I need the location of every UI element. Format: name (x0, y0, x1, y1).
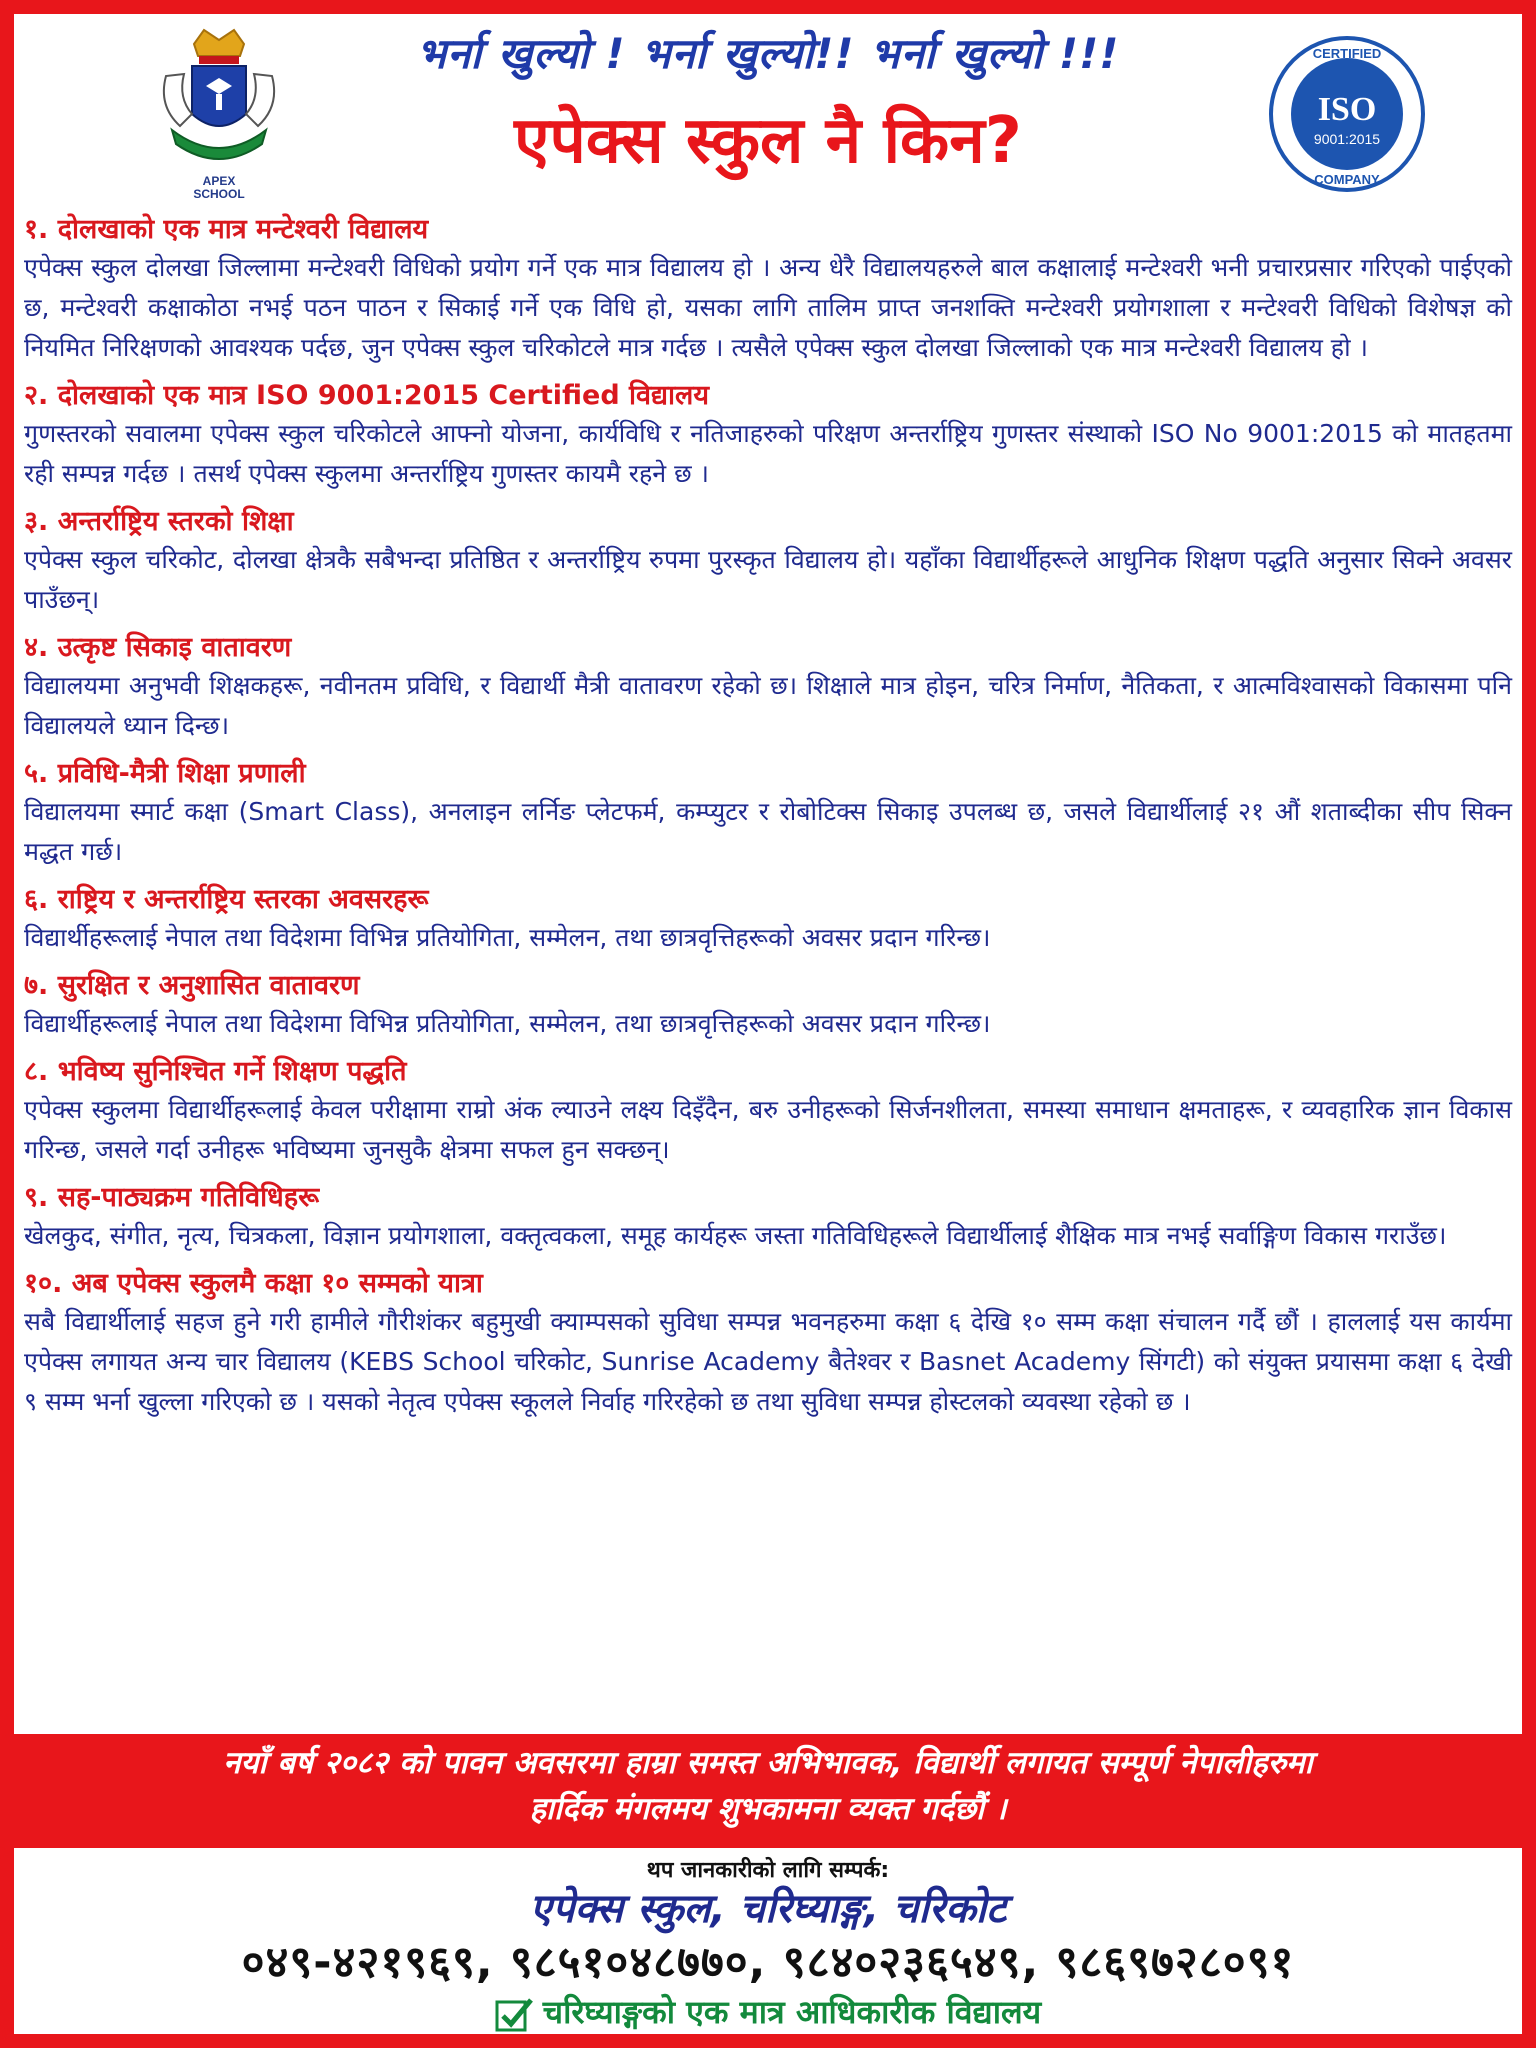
tagline-text: चरिघ्याङ्गको एक मात्र आधिकारीक विद्यालय (542, 1993, 1042, 2031)
section-title: ४. उत्कृष्ट सिकाइ वातावरण (24, 632, 292, 663)
section-9 (24, 1180, 1512, 1256)
section-5 (24, 756, 1512, 872)
section-body: विद्यार्थीहरूलाई नेपाल तथा विदेशमा विभिन्न प्रतियोगिता, सम्मेलन, तथा छात्रवृत्तिहरूको अवसर प्रदान गरिन्छ। (24, 923, 991, 952)
contact-box (14, 1848, 1522, 2034)
svg-text:CERTIFIED: CERTIFIED (1312, 46, 1382, 61)
section-10 (24, 1266, 1512, 1422)
school-logo (144, 26, 294, 201)
section-title: ३. अन्तर्राष्ट्रिय स्तरको शिक्षा (24, 506, 294, 537)
section-3 (24, 504, 1512, 620)
section-body: विद्यार्थीहरूलाई नेपाल तथा विदेशमा विभिन्न प्रतियोगिता, सम्मेलन, तथा छात्रवृत्तिहरूको अवसर प्रदान गरिन्छ। (24, 1009, 991, 1038)
section-4 (24, 630, 1512, 746)
tagline (14, 1992, 1522, 2032)
contact-phone-numbers: ०४९-४२१९६९, ९८५१०४८७७०, ९८४०२३६५४९, ९८६९७२८०९१ (241, 1937, 1295, 1988)
section-body: विद्यालयमा अनुभवी शिक्षकहरू, नवीनतम प्रविधि, र विद्यार्थी मैत्री वातावरण रहेको छ। शिक्षाले मात्र होइन, चरित्र निर्माण, नैतिकता, र आत्मविश्वासको विकासमा पनि विद्यालयले ध्यान दिन्छ। (24, 671, 1512, 740)
banner-line-2: हार्दिक मंगलमय शुभकामना व्यक्त गर्दछौं । (529, 1791, 1007, 1827)
svg-text:COMPANY: COMPANY (1314, 172, 1380, 187)
section-title: २. दोलखाको एक मात्र ISO 9001:2015 Certified विद्यालय (24, 380, 710, 411)
contact-school-name: एपेक्स स्कुल, चरिघ्याङ्ग, चरिकोट (529, 1886, 1007, 1932)
section-body: खेलकुद, संगीत, नृत्य, चित्रकला, विज्ञान प्रयोगशाला, वक्तृत्वकला, समूह कार्यहरू जस्ता गतिविधिहरूले विद्यार्थीलाई शैक्षिक मात्र नभई सर्वाङ्गिण विकास गराउँछ। (24, 1221, 1447, 1250)
section-title: १. दोलखाको एक मात्र मन्टेश्वरी विद्यालय (24, 214, 429, 245)
section-title: ९. सह-पाठ्यक्रम गतिविधिहरू (24, 1182, 320, 1213)
new-year-banner (0, 1740, 1536, 1844)
contact-label: थप जानकारीको लागि सम्पर्क: (646, 1858, 890, 1883)
iso-certified-icon (1267, 34, 1427, 194)
section-body: सबै विद्यार्थीलाई सहज हुने गरी हामीले गौरीशंकर बहुमुखी क्याम्पसको सुविधा सम्पन्न भवनहरुमा कक्षा ६ देखि १० सम्म कक्षा संचालन गर्दै छौं । हाललाई यस कार्यमा एपेक्स लगायत अन्य चार विद्यालय (KEBS School चरिकोट, Sunrise Academy बैतेश्वर र Basnet Academy सिंगटी) को संयुक्त प्रयासमा कक्षा ६ देखी ९ सम्म भर्ना खुल्ला गरिएको छ । यसको नेतृत्व एपेक्स स्कूलले निर्वाह गरिरहेको छ तथा सुविधा सम्पन्न होस्टलको व्यवस्था रहेको छ । (24, 1307, 1512, 1416)
header (14, 14, 1522, 204)
section-title: ७. सुरक्षित र अनुशासित वातावरण (24, 970, 360, 1001)
section-title: १०. अब एपेक्स स्कुलमै कक्षा १० सम्मको यात्रा (24, 1268, 483, 1299)
section-body: एपेक्स स्कुल चरिकोट, दोलखा क्षेत्रकै सबैभन्दा प्रतिष्ठित र अन्तर्राष्ट्रिय रुपमा पुरस्कृत विद्यालय हो। यहाँका विद्यार्थीहरूले आधुनिक शिक्षण पद्धति अनुसार सिक्ने अवसर पाउँछन्। (24, 545, 1513, 614)
reasons-list (24, 212, 1512, 1432)
banner-line-1: नयाँ बर्ष २०८२ को पावन अवसरमा हाम्रा समस्त अभिभावक, विद्यार्थी लगायत सम्पूर्ण नेपालीहरुमा (223, 1745, 1313, 1781)
section-title: ५. प्रविधि-मैत्री शिक्षा प्रणाली (24, 758, 306, 789)
section-body: विद्यालयमा स्मार्ट कक्षा (Smart Class), अनलाइन लर्निङ प्लेटफर्म, कम्प्युटर र रोबोटिक्स सिकाइ उपलब्ध छ, जसले विद्यार्थीलाई २१ औं शताब्दीका सीप सिक्न मद्धत गर्छ। (24, 797, 1512, 866)
section-8 (24, 1054, 1512, 1170)
school-crest-icon (144, 26, 294, 176)
poster-page (14, 14, 1522, 1734)
section-body: एपेक्स स्कुलमा विद्यार्थीहरूलाई केवल परीक्षामा राम्रो अंक ल्याउने लक्ष्य दिइँदैन, बरु उनीहरूको सिर्जनशीलता, समस्या समाधान क्षमताहरू, र व्यवहारिक ज्ञान विकास गरिन्छ, जसले गर्दा उनीहरू भविष्यमा जुनसुकै क्षेत्रमा सफल हुन सक्छन्। (24, 1095, 1512, 1164)
section-2 (24, 378, 1512, 494)
section-1 (24, 212, 1512, 368)
svg-text:ISO: ISO (1317, 91, 1377, 128)
section-body: गुणस्तरको सवालमा एपेक्स स्कुल चरिकोटले आफ्नो योजना, कार्यविधि र नतिजाहरुको परिक्षण अन्तर्राष्ट्रिय गुणस्तर संस्थाको ISO No 9001:2015 को मातहतमा रही सम्पन्न गर्दछ । तसर्थ एपेक्स स्कुलमा अन्तर्राष्ट्रिय गुणस्तर कायमै रहने छ । (24, 419, 1512, 488)
svg-text:9001:2015: 9001:2015 (1313, 131, 1381, 147)
admission-headline: भर्ना खुल्यो ! भर्ना खुल्यो!! भर्ना खुल्यो !!! (416, 29, 1120, 78)
check-mark-icon (495, 1996, 535, 2032)
section-6 (24, 882, 1512, 958)
section-body: एपेक्स स्कुल दोलखा जिल्लामा मन्टेश्वरी विधिको प्रयोग गर्ने एक मात्र विद्यालय हो । अन्य धेरै विद्यालयहरुले बाल कक्षालाई मन्टेश्वरी भनी प्रचारप्रसार गरिएको पाईएको छ, मन्टेश्वरी कक्षाकोठा नभई पठन पाठन र सिकाई गर्ने एक विधि हो, यसका लागि तालिम प्राप्त जनशक्ति मन्टेश्वरी प्रयोगशाला र मन्टेश्वरी विधिको विशेषज्ञ को नियमित निरिक्षणको आवश्यक पर्दछ, जुन एपेक्स स्कुल चरिकोटले मात्र गर्दछ । त्यसैले एपेक्स स्कुल दोलखा जिल्लाको एक मात्र मन्टेश्वरी विद्यालय हो । (24, 253, 1512, 362)
iso-badge (1267, 34, 1427, 194)
section-7 (24, 968, 1512, 1044)
section-title: ८. भविष्य सुनिश्चित गर्ने शिक्षण पद्धति (24, 1056, 407, 1087)
main-title: एपेक्स स्कुल नै किन? (514, 104, 1022, 178)
section-title: ६. राष्ट्रिय र अन्तर्राष्ट्रिय स्तरका अवसरहरू (24, 884, 429, 915)
logo-caption: APEX SCHOOL (193, 174, 245, 201)
